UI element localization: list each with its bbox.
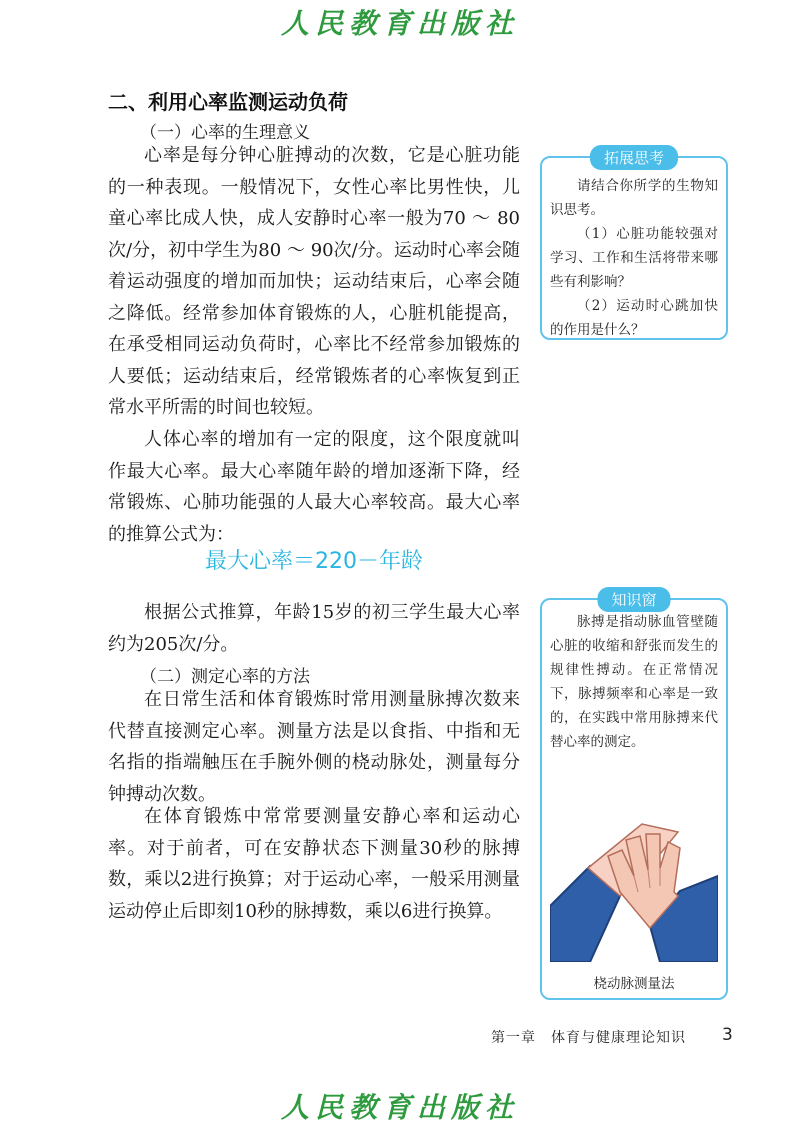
sidebar-extended-thinking	[540, 149, 728, 340]
sidebar-intro: 请结合你所学的生物知识思考。	[550, 178, 718, 218]
paragraph-heart-rate-definition: 心率是每分钟心脏搏动的次数，它是心脏功能的一种表现。一般情况下，女性心率比男性快，儿童心率比成人快，成人安静时心率一般为70 ～ 80次/分，初中学生为80 ～ 90次/分。运动时心率会随着运动强度的增加而加快；运动结束后，心率会随之降低。经常参加体育锻炼的人，心脏机能提高，在承受相同运动负荷时，心率比不经常参加锻炼的人要低；运动结束后，经常锻炼者的心率恢复到正常水平所需的时间也较短。	[108, 145, 520, 418]
paragraph-max-heart-rate: 人体心率的增加有一定的限度，这个限度就叫作最大心率。最大心率随年龄的增加逐渐下降，经常锻炼、心肺功能强的人最大心率较高。最大心率的推算公式为：	[108, 429, 520, 545]
max-heart-rate-formula: 最大心率＝220－年龄	[205, 549, 423, 574]
paragraph-resting-exercise-rate: 在体育锻炼中常常要测量安静心率和运动心率。对于前者，可在安静状态下测量30秒的脉搏数，乘以2进行换算；对于运动心率，一般采用测量运动停止后即刻10秒的脉搏数，乘以6进行换算。	[108, 806, 520, 922]
sidebar-tag-knowledge-window: 知识窗	[597, 587, 670, 612]
paragraph-formula-example: 根据公式推算，年龄15岁的初三学生最大心率约为205次/分。	[108, 602, 520, 655]
sidebar-knowledge-window	[540, 591, 728, 1000]
pulse-measurement-illustration	[550, 796, 718, 962]
sidebar-question-1: （1）心脏功能较强对学习、工作和生活将带来哪些有利影响？	[550, 226, 718, 290]
sidebar-tag-extended-thinking: 拓展思考	[590, 145, 678, 170]
page-number: 3	[722, 1025, 733, 1045]
publisher-logo-top: 人民教育出版社	[280, 7, 519, 40]
illustration-caption: 桡动脉测量法	[593, 976, 675, 992]
paragraph-pulse-method: 在日常生活和体育锻炼时常用测量脉搏次数来代替直接测定心率。测量方法是以食指、中指和无名指的指端触压在手腕外侧的桡动脉处，测量每分钟搏动次数。	[108, 689, 520, 805]
sidebar-question-2: （2）运动时心跳加快的作用是什么？	[550, 298, 718, 338]
footer-chapter-title: 第一章 体育与健康理论知识	[491, 1030, 686, 1046]
publisher-logo-bottom: 人民教育出版社	[280, 1091, 519, 1124]
subheading-physiology: （一）心率的生理意义	[140, 123, 310, 143]
sidebar-pulse-text: 脉搏是指动脉血管壁随心脏的收缩和舒张而发生的规律性搏动。在正常情况下，脉搏频率和心率是一致的，在实践中常用脉搏来代替心率的测定。	[550, 614, 718, 750]
subheading-measurement: （二）测定心率的方法	[140, 667, 310, 687]
section-title: 二、利用心率监测运动负荷	[108, 90, 348, 114]
